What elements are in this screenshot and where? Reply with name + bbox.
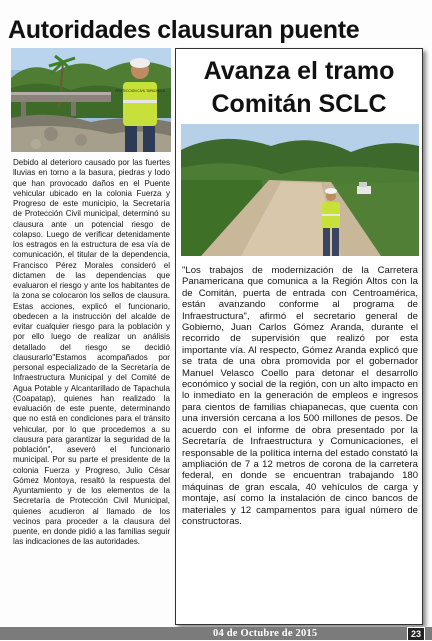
sidebar-headline-line1: Avanza el tramo xyxy=(203,57,395,85)
bridge-photo-illustration xyxy=(11,48,171,152)
road-photo xyxy=(181,124,419,256)
sidebar-headline xyxy=(176,55,422,121)
sidebar-headline-line2: Comitán SCLC xyxy=(211,90,387,118)
footer-date: 04 de Octubre de 2015 xyxy=(213,628,318,639)
sidebar-article-body: "Los trabajos de modernización de la Carretera Panamericana que comunica a la Región Altos con la de Comitán, puerta de entrada con Centroamérica, están avanzando conforme al programa de Infraestructura", afirmó el secretario general de Gobierno, Juan Carlos Gómez Aranda, durante el recorrido de supervisión que realizó por esta importante vía. Al respecto, Gómez Aranda explicó que se trata de una obra promovida por el gobernador Manuel Velasco Coello para detonar el desarrollo económico y social de la región, con un alto impacto en lo inmediato en la generación de empleos e ingresos para cientos de familias chiapanecas, que cuenta con una inversión cercana a los 500 millones de pesos. De acuerdo con el informe de obra presentado por la Secretaría de Infraestructura y Comunicaciones, el responsable de la política interna del estado constató la ampliación de 7 a 12 metros de corona de la carretera federal, en donde se encuentran trabajando 180 máquinas de gran escala, 40 vehículos de carga y montaje, así como la instalación de cinco bancos de materiales y 12 campamentos para igual número de constructoras. xyxy=(182,265,418,527)
road-photo-illustration xyxy=(181,124,419,256)
vest-lettering: PROTECCION CIVIL TAPACHULA xyxy=(115,89,165,93)
bridge-photo xyxy=(11,48,171,152)
page-headline: Autoridades clausuran puente xyxy=(8,16,360,44)
page-number: 23 xyxy=(407,627,425,641)
left-article-body: Debido al deterioro causado por las fuertes lluvias en torno a la basura, piedras y lodo que han provocado daños en el Puente vehicular ubicado en la colonia Fuerza y Progreso de este municipio, la Secretaría de Protección Civil municipal, determinó su clausura ante un potencial riesgo de colapso. Luego de verificar detenidamente los estragos en la estructura de esa vía de comunicación, el titular de la dependencia, Francisco Pérez Morales consideró el dictamen de las dependencias que evaluaron el riesgo y ante los habitantes de la zona se colocaron los sellos de clausura. Estas acciones, explicó el funcionario, obedecen a la instrucción del alcalde de evitar cualquier riesgo para la población y por ello luego de realizar un análisis detallado del riesgo se decidió clausurarlo"Estamos acompañados por personal especializado de la Secretaría de Infraestructura Municipal y del Comité de Agua Potable y Alcantarillado de Tapachula (Coapatap), quienes han realizado la evaluación de este puente, determinando que no está en condiciones para el tránsito vehicular, por lo que procedemos a su clausura para garantizar la seguridad de la población", aseveró el funcionario municipal. Por su parte el presidente de la colonia Fuerza y Progreso, Julio César Gómez Montoya, resaltó la respuesta del Ayuntamiento y de los elementos de la Secretaría de Protección Civil Municipal, quienes acudieron al llamado de los vecinos para proceder a la clausura del puente, en donde pidió a las familias seguir las indicaciones de las autoridades. xyxy=(13,158,170,547)
sidebar-article-box xyxy=(175,48,423,625)
